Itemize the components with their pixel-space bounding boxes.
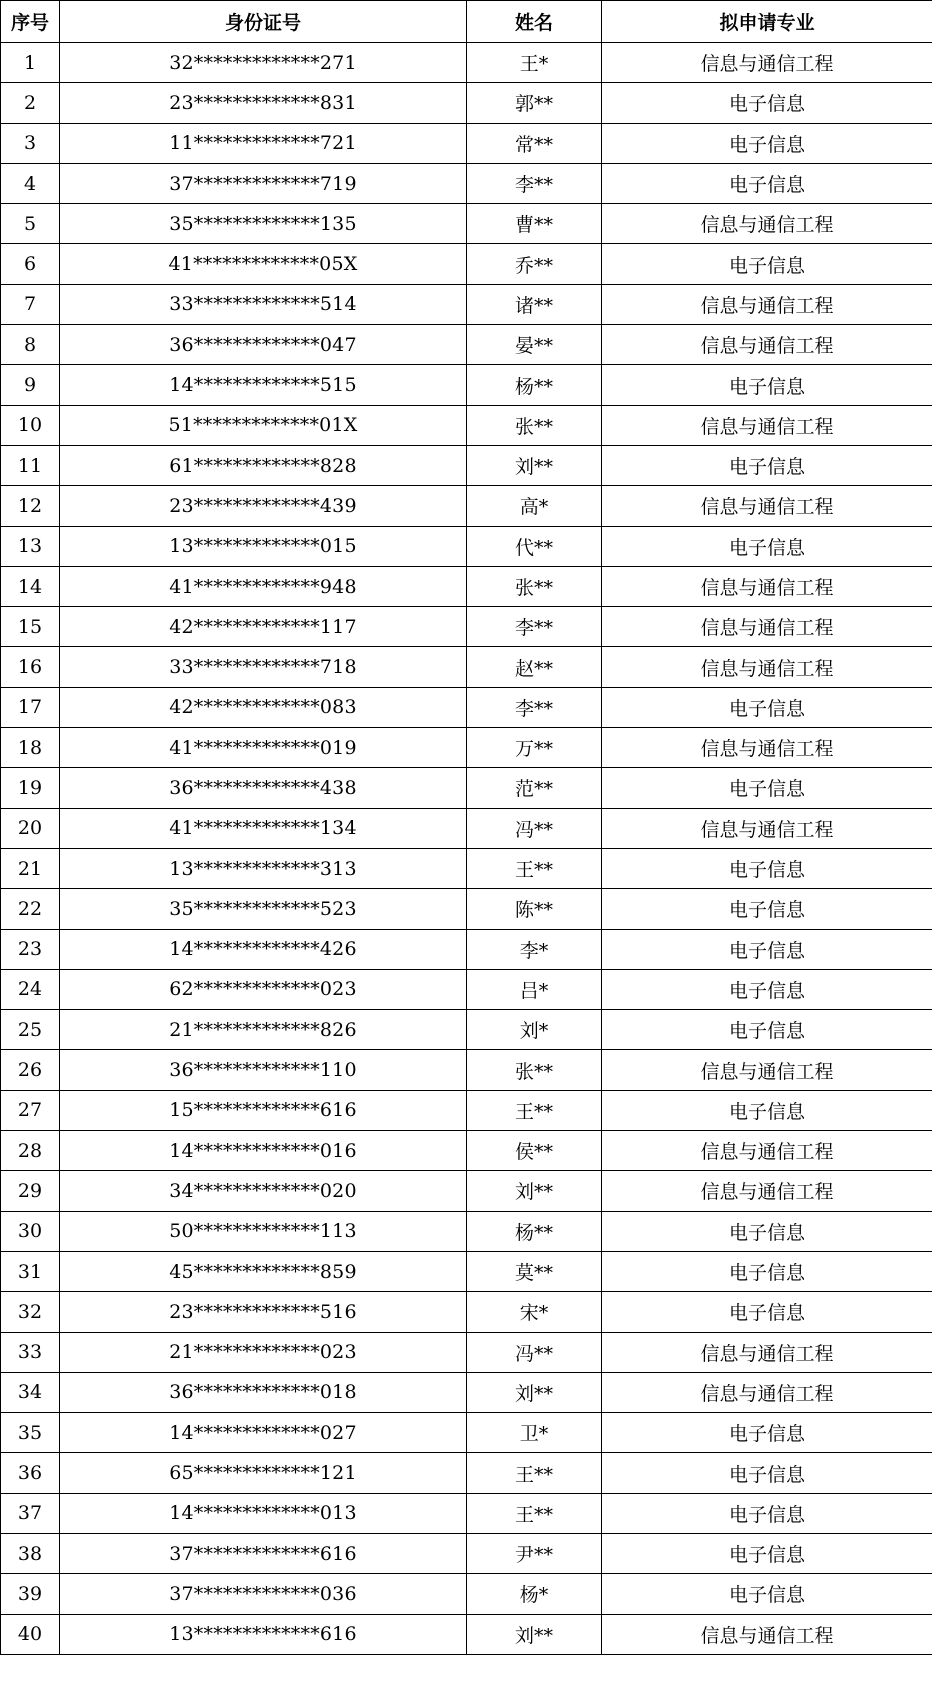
table-row xyxy=(1,1010,932,1050)
table-row xyxy=(1,607,932,647)
table-row xyxy=(1,889,932,929)
table-row xyxy=(1,848,932,888)
cell-seq: 9 xyxy=(1,365,60,405)
table-row xyxy=(1,1413,932,1453)
cell-id-number: 36*************047 xyxy=(60,325,467,365)
cell-name: 李** xyxy=(467,687,602,727)
cell-seq: 27 xyxy=(1,1090,60,1130)
cell-seq: 22 xyxy=(1,889,60,929)
cell-id-number: 21*************826 xyxy=(60,1010,467,1050)
cell-seq: 32 xyxy=(1,1292,60,1332)
cell-name: 刘** xyxy=(467,445,602,485)
cell-major: 电子信息 xyxy=(602,445,932,485)
cell-id-number: 14*************016 xyxy=(60,1131,467,1171)
table-row xyxy=(1,1251,932,1291)
cell-major: 信息与通信工程 xyxy=(602,607,932,647)
cell-name: 王** xyxy=(467,1453,602,1493)
cell-seq: 23 xyxy=(1,929,60,969)
cell-major: 电子信息 xyxy=(602,1533,932,1573)
cell-seq: 29 xyxy=(1,1171,60,1211)
cell-major: 电子信息 xyxy=(602,1453,932,1493)
table-row xyxy=(1,808,932,848)
cell-id-number: 37*************616 xyxy=(60,1533,467,1573)
cell-seq: 20 xyxy=(1,808,60,848)
cell-seq: 30 xyxy=(1,1211,60,1251)
cell-major: 信息与通信工程 xyxy=(602,1372,932,1412)
cell-name: 万** xyxy=(467,728,602,768)
cell-seq: 7 xyxy=(1,284,60,324)
cell-seq: 16 xyxy=(1,647,60,687)
table-row xyxy=(1,204,932,244)
table-header xyxy=(1,1,932,43)
cell-seq: 11 xyxy=(1,445,60,485)
cell-major: 信息与通信工程 xyxy=(602,1614,932,1654)
cell-id-number: 11*************721 xyxy=(60,123,467,163)
cell-name: 王** xyxy=(467,1493,602,1533)
cell-name: 冯** xyxy=(467,1332,602,1372)
cell-seq: 10 xyxy=(1,405,60,445)
cell-seq: 24 xyxy=(1,969,60,1009)
cell-id-number: 62*************023 xyxy=(60,969,467,1009)
cell-name: 王** xyxy=(467,1090,602,1130)
cell-name: 王** xyxy=(467,848,602,888)
cell-name: 乔** xyxy=(467,244,602,284)
cell-id-number: 42*************117 xyxy=(60,607,467,647)
cell-major: 信息与通信工程 xyxy=(602,808,932,848)
cell-seq: 3 xyxy=(1,123,60,163)
cell-id-number: 50*************113 xyxy=(60,1211,467,1251)
cell-seq: 12 xyxy=(1,486,60,526)
table-row xyxy=(1,445,932,485)
cell-major: 电子信息 xyxy=(602,83,932,123)
cell-major: 信息与通信工程 xyxy=(602,204,932,244)
table-row xyxy=(1,647,932,687)
cell-seq: 40 xyxy=(1,1614,60,1654)
cell-major: 电子信息 xyxy=(602,1090,932,1130)
cell-seq: 4 xyxy=(1,163,60,203)
table-row xyxy=(1,163,932,203)
table-row xyxy=(1,768,932,808)
table-row xyxy=(1,566,932,606)
cell-name: 宋* xyxy=(467,1292,602,1332)
cell-id-number: 37*************719 xyxy=(60,163,467,203)
cell-name: 杨* xyxy=(467,1574,602,1614)
cell-major: 信息与通信工程 xyxy=(602,405,932,445)
cell-name: 李** xyxy=(467,607,602,647)
table-row xyxy=(1,1131,932,1171)
cell-name: 侯** xyxy=(467,1131,602,1171)
table-row xyxy=(1,1090,932,1130)
cell-id-number: 13*************616 xyxy=(60,1614,467,1654)
cell-id-number: 14*************013 xyxy=(60,1493,467,1533)
cell-major: 信息与通信工程 xyxy=(602,1332,932,1372)
cell-id-number: 34*************020 xyxy=(60,1171,467,1211)
cell-seq: 38 xyxy=(1,1533,60,1573)
table-row xyxy=(1,1453,932,1493)
cell-seq: 1 xyxy=(1,43,60,83)
cell-id-number: 35*************135 xyxy=(60,204,467,244)
cell-seq: 37 xyxy=(1,1493,60,1533)
cell-id-number: 32*************271 xyxy=(60,43,467,83)
table-row xyxy=(1,83,932,123)
header-row xyxy=(1,1,932,43)
table-row xyxy=(1,1574,932,1614)
cell-seq: 36 xyxy=(1,1453,60,1493)
cell-id-number: 14*************027 xyxy=(60,1413,467,1453)
cell-seq: 13 xyxy=(1,526,60,566)
cell-major: 电子信息 xyxy=(602,969,932,1009)
cell-id-number: 37*************036 xyxy=(60,1574,467,1614)
table-row xyxy=(1,486,932,526)
cell-seq: 39 xyxy=(1,1574,60,1614)
cell-seq: 26 xyxy=(1,1050,60,1090)
table-row xyxy=(1,728,932,768)
cell-id-number: 21*************023 xyxy=(60,1332,467,1372)
cell-major: 电子信息 xyxy=(602,929,932,969)
cell-major: 信息与通信工程 xyxy=(602,486,932,526)
cell-seq: 6 xyxy=(1,244,60,284)
cell-seq: 5 xyxy=(1,204,60,244)
cell-major: 电子信息 xyxy=(602,163,932,203)
cell-id-number: 41*************948 xyxy=(60,566,467,606)
cell-id-number: 51*************01X xyxy=(60,405,467,445)
cell-name: 冯** xyxy=(467,808,602,848)
table-row xyxy=(1,1332,932,1372)
cell-major: 电子信息 xyxy=(602,123,932,163)
cell-name: 杨** xyxy=(467,365,602,405)
cell-name: 张** xyxy=(467,566,602,606)
table-row xyxy=(1,687,932,727)
cell-seq: 33 xyxy=(1,1332,60,1372)
cell-name: 范** xyxy=(467,768,602,808)
cell-id-number: 14*************426 xyxy=(60,929,467,969)
cell-id-number: 41*************019 xyxy=(60,728,467,768)
cell-major: 电子信息 xyxy=(602,1413,932,1453)
cell-name: 曹** xyxy=(467,204,602,244)
cell-id-number: 42*************083 xyxy=(60,687,467,727)
table-row xyxy=(1,1292,932,1332)
table-row xyxy=(1,1211,932,1251)
cell-major: 电子信息 xyxy=(602,1211,932,1251)
cell-id-number: 41*************134 xyxy=(60,808,467,848)
cell-name: 吕* xyxy=(467,969,602,1009)
cell-major: 电子信息 xyxy=(602,1010,932,1050)
header-seq: 序号 xyxy=(1,1,60,43)
table-row xyxy=(1,325,932,365)
cell-name: 陈** xyxy=(467,889,602,929)
cell-id-number: 23*************831 xyxy=(60,83,467,123)
cell-major: 电子信息 xyxy=(602,1493,932,1533)
cell-name: 卫* xyxy=(467,1413,602,1453)
table-row xyxy=(1,526,932,566)
cell-seq: 28 xyxy=(1,1131,60,1171)
cell-id-number: 36*************018 xyxy=(60,1372,467,1412)
cell-id-number: 35*************523 xyxy=(60,889,467,929)
cell-name: 王* xyxy=(467,43,602,83)
header-id: 身份证号 xyxy=(60,1,467,43)
table-row xyxy=(1,1372,932,1412)
cell-id-number: 23*************516 xyxy=(60,1292,467,1332)
cell-name: 刘* xyxy=(467,1010,602,1050)
cell-seq: 17 xyxy=(1,687,60,727)
cell-name: 常** xyxy=(467,123,602,163)
cell-major: 信息与通信工程 xyxy=(602,1131,932,1171)
cell-major: 信息与通信工程 xyxy=(602,728,932,768)
cell-major: 电子信息 xyxy=(602,768,932,808)
table-row xyxy=(1,43,932,83)
cell-id-number: 45*************859 xyxy=(60,1251,467,1291)
cell-major: 电子信息 xyxy=(602,244,932,284)
cell-major: 信息与通信工程 xyxy=(602,647,932,687)
table-row xyxy=(1,123,932,163)
table-row xyxy=(1,244,932,284)
table-row xyxy=(1,929,932,969)
cell-major: 电子信息 xyxy=(602,687,932,727)
cell-id-number: 36*************438 xyxy=(60,768,467,808)
cell-major: 信息与通信工程 xyxy=(602,566,932,606)
cell-name: 刘** xyxy=(467,1171,602,1211)
cell-id-number: 61*************828 xyxy=(60,445,467,485)
cell-seq: 8 xyxy=(1,325,60,365)
cell-major: 信息与通信工程 xyxy=(602,325,932,365)
cell-major: 电子信息 xyxy=(602,848,932,888)
cell-name: 刘** xyxy=(467,1372,602,1412)
cell-major: 电子信息 xyxy=(602,1574,932,1614)
table-row xyxy=(1,1614,932,1654)
cell-major: 电子信息 xyxy=(602,365,932,405)
cell-major: 电子信息 xyxy=(602,889,932,929)
cell-id-number: 13*************015 xyxy=(60,526,467,566)
cell-name: 李** xyxy=(467,163,602,203)
cell-name: 高* xyxy=(467,486,602,526)
cell-major: 信息与通信工程 xyxy=(602,284,932,324)
table-row xyxy=(1,1171,932,1211)
cell-name: 刘** xyxy=(467,1614,602,1654)
header-name: 姓名 xyxy=(467,1,602,43)
cell-name: 莫** xyxy=(467,1251,602,1291)
cell-seq: 14 xyxy=(1,566,60,606)
cell-id-number: 33*************514 xyxy=(60,284,467,324)
table-row xyxy=(1,1050,932,1090)
cell-name: 张** xyxy=(467,405,602,445)
cell-seq: 34 xyxy=(1,1372,60,1412)
cell-id-number: 65*************121 xyxy=(60,1453,467,1493)
cell-id-number: 15*************616 xyxy=(60,1090,467,1130)
table-row xyxy=(1,1493,932,1533)
cell-name: 尹** xyxy=(467,1533,602,1573)
cell-id-number: 33*************718 xyxy=(60,647,467,687)
table-row xyxy=(1,284,932,324)
cell-major: 电子信息 xyxy=(602,1251,932,1291)
cell-name: 张** xyxy=(467,1050,602,1090)
cell-seq: 31 xyxy=(1,1251,60,1291)
cell-major: 电子信息 xyxy=(602,1292,932,1332)
cell-major: 信息与通信工程 xyxy=(602,1171,932,1211)
cell-seq: 15 xyxy=(1,607,60,647)
cell-major: 电子信息 xyxy=(602,526,932,566)
cell-seq: 25 xyxy=(1,1010,60,1050)
cell-seq: 21 xyxy=(1,848,60,888)
cell-major: 信息与通信工程 xyxy=(602,1050,932,1090)
cell-id-number: 14*************515 xyxy=(60,365,467,405)
cell-name: 李* xyxy=(467,929,602,969)
cell-name: 代** xyxy=(467,526,602,566)
cell-name: 赵** xyxy=(467,647,602,687)
cell-name: 诸** xyxy=(467,284,602,324)
table-body xyxy=(1,43,932,1655)
cell-id-number: 13*************313 xyxy=(60,848,467,888)
cell-seq: 19 xyxy=(1,768,60,808)
table-row xyxy=(1,969,932,1009)
cell-id-number: 23*************439 xyxy=(60,486,467,526)
cell-major: 信息与通信工程 xyxy=(602,43,932,83)
cell-id-number: 36*************110 xyxy=(60,1050,467,1090)
cell-id-number: 41*************05X xyxy=(60,244,467,284)
table-row xyxy=(1,1533,932,1573)
cell-seq: 2 xyxy=(1,83,60,123)
cell-seq: 18 xyxy=(1,728,60,768)
table-row xyxy=(1,405,932,445)
cell-name: 郭** xyxy=(467,83,602,123)
table-row xyxy=(1,365,932,405)
cell-name: 晏** xyxy=(467,325,602,365)
cell-seq: 35 xyxy=(1,1413,60,1453)
cell-name: 杨** xyxy=(467,1211,602,1251)
header-major: 拟申请专业 xyxy=(602,1,932,43)
